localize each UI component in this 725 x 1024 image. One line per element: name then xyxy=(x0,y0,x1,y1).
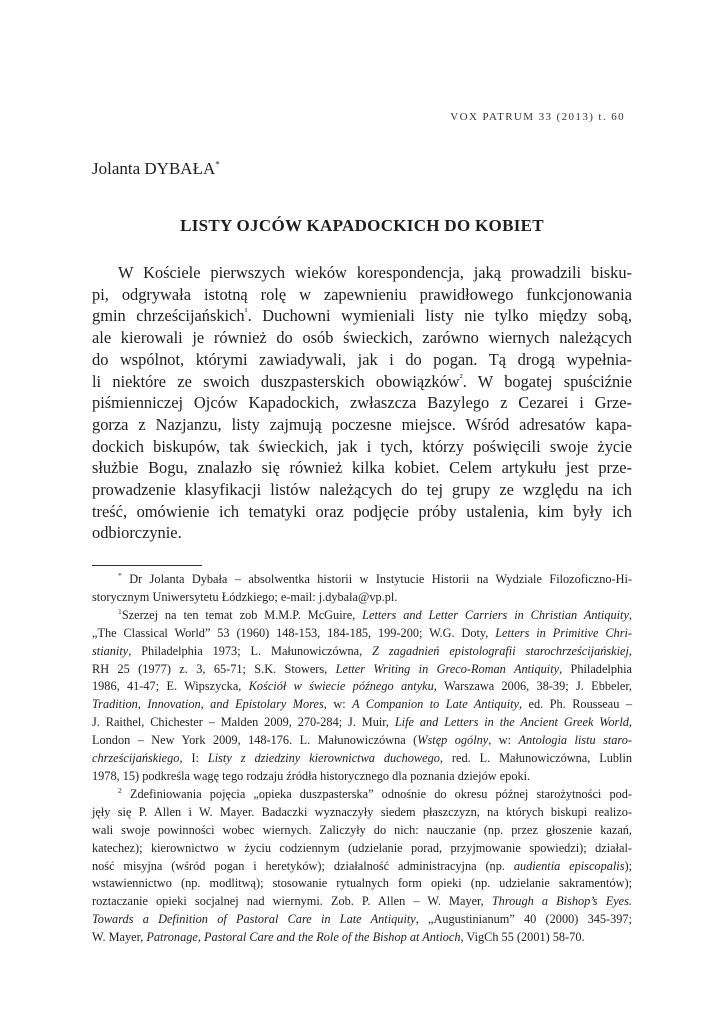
footnote-line xyxy=(92,732,632,750)
body-paragraph xyxy=(92,262,632,544)
footnote-line xyxy=(92,678,632,696)
footnote-line xyxy=(92,750,632,768)
footnote-1 xyxy=(92,607,632,625)
footnote-title: Kościół w świecie późnego antyku xyxy=(248,679,434,694)
footnote-title: Life and Letters in the Ancient Greek World xyxy=(394,715,629,730)
footnote-2 xyxy=(92,786,632,804)
footnote-title: Through a Bishop’s Eyes. xyxy=(491,894,632,909)
footnote-text: , Philadelphia 1973; L. Małunowiczówna, xyxy=(128,643,373,658)
author-footnote-marker[interactable]: * xyxy=(215,159,220,170)
footnote-line xyxy=(92,643,632,661)
footnote-text: W. Mayer, xyxy=(92,930,147,945)
footnote-line xyxy=(92,696,632,714)
footnote-line xyxy=(92,858,632,876)
footnote-text: , Philadelphia xyxy=(559,661,632,676)
footnote-title: Z zagadnień epistolografii starochrześcijańskiej xyxy=(372,643,629,658)
footnote-title: Wstęp ogólny xyxy=(417,733,489,748)
footnote-text: , ed. Ph. Rousseau – xyxy=(518,697,632,712)
footnote-title: Patronage, Pastoral Care and the Role of the Bishop at Antioch xyxy=(146,930,461,945)
body-line: gorza z Nazjanzu, listy zajmują poczesne miejsce. Wśród adresatów kapa- xyxy=(92,414,632,434)
footnote-title: Antologia listu staro- xyxy=(518,733,632,748)
footnote-text: Szerzej na ten temat zob M.M.P. McGuire, xyxy=(121,607,363,622)
footnote-title: Letters in Primitive Chri- xyxy=(495,625,632,640)
footnote-text: , I: xyxy=(179,751,208,766)
body-line: odbiorczynie. xyxy=(92,523,182,543)
footnote-line xyxy=(92,893,632,911)
body-line: do wspólnot, którymi zawiadywali, jak i do pogan. Tą drogą wypełnia- xyxy=(92,349,632,369)
footnote-line xyxy=(92,625,632,643)
footnote-line: storycznym Uniwersytetu Łódzkiego; e-mail: j.dybala@vp.pl. xyxy=(92,589,398,604)
footnote-text: , xyxy=(628,715,632,730)
footnote-text: roztaczanie opieki socjalnej nad wiernymi. Zob. P. Allen – W. Mayer, xyxy=(92,894,492,909)
footnote-line: 1978, 15) podkreśla wagę tego rodzaju źródła historycznego dla poznania dziejów epoki. xyxy=(92,768,531,783)
body-line-text: gmin chrześcijańskich xyxy=(92,306,245,326)
article-title: LISTY OJCÓW KAPADOCKICH DO KOBIET xyxy=(180,216,544,235)
footnote-title: audientia episcopalis xyxy=(513,858,625,873)
body-line: treść, omówienie ich tematyki oraz podjęcie próby ustalenia, kim były ich xyxy=(92,501,632,521)
body-line-text: . W bogatej spuściźnie xyxy=(462,371,632,391)
author-name-text: Jolanta DYBAŁA xyxy=(92,159,216,178)
footnote-text: Zdefiniowania pojęcia „opieka duszpasterska” odnośnie do okresu późnej starożytności pod- xyxy=(129,786,633,801)
body-line xyxy=(92,305,632,327)
footnote-text: , xyxy=(628,643,632,658)
footnote-text: , red. L. Małunowiczówna, Lublin xyxy=(439,751,633,766)
body-line: dockich biskupów, tak świeckich, jak i tych, którzy poświęcili swoje życie xyxy=(92,436,632,456)
footnote-line xyxy=(92,929,632,947)
footnote-line: wstawiennictwo (np. modlitwą); stosowanie rytualnych form opieki (np. udzielanie sakramentów); xyxy=(92,876,632,891)
running-head: VOX PATRUM 33 (2013) t. 60 xyxy=(450,111,625,123)
body-line: służbie Bogu, znalazło się również kilka kobiet. Celem artykułu jest prze- xyxy=(92,458,632,478)
body-line: ale kierowali je również do osób świeckich, zarówno wiernych należących xyxy=(92,328,632,348)
footnote-text: RH 25 (1977) z. 3, 65-71; S.K. Stowers, xyxy=(92,661,336,676)
footnote-text: J. Raithel, Chichester – Malden 2009, 270-284; J. Muir, xyxy=(92,715,395,730)
author-name xyxy=(92,159,220,179)
footnote-text: , w: xyxy=(323,697,353,712)
body-line xyxy=(92,371,632,393)
footnote-marker: 2 xyxy=(118,785,122,795)
footnote-title: stianity xyxy=(92,643,129,658)
footnote-ref-2[interactable]: ² xyxy=(459,372,463,384)
footnote-ref-1[interactable]: ¹ xyxy=(244,306,248,318)
footnote-title: Letter Writing in Greco-Roman Antiquity xyxy=(335,661,560,676)
footnote-text: „The Classical World” 53 (1960) 148-153, 184-185, 199-200; W.G. Doty, xyxy=(92,625,496,640)
body-line-text: li niektóre ze swoich duszpasterskich obowiązków xyxy=(92,371,460,391)
footnote-text: , Warszawa 2006, 38-39; J. Ebbeler, xyxy=(433,679,632,694)
footnote-text: Dr Jolanta Dybała – absolwentka historii w Instytucie Historii na Wydziale Filozoficzno-Hi- xyxy=(129,572,632,586)
footnote-title: Listy z dziedziny kierownictwa duchowego xyxy=(207,751,440,766)
footnote-divider xyxy=(92,565,202,566)
body-line: piśmienniczej Ojców Kapadockich, zwłaszcza Bazylego z Cezarei i Grze- xyxy=(92,393,632,413)
footnote-text: ); xyxy=(624,858,632,873)
footnote-text: 1986, 41-47; E. Wipszycka, xyxy=(92,679,249,694)
footnotes-section xyxy=(92,571,632,947)
footnote-line: jęły się P. Allen i W. Mayer. Badaczki wyznaczyły siedem płaszczyzn, na których biskupi realizo- xyxy=(92,804,632,819)
body-line: pi, odgrywała istotną rolę w zapewnieniu prawidłowego funkcjonowania xyxy=(92,284,632,304)
footnote-title: A Companion to Late Antiquity xyxy=(352,697,519,712)
footnote-text: ność misyjna (wśród pogan i heretyków); działalność administracyjna (np. xyxy=(92,858,514,873)
footnote-line xyxy=(92,911,632,929)
footnote-line: katechez); kierownictwo w życiu codziennym (udzielanie porad, przyjmowanie spowiedzi); działal- xyxy=(92,840,632,855)
footnote-text: , w: xyxy=(488,733,519,748)
body-line-text: . Duchowni wymieniali listy nie tylko między sobą, xyxy=(247,306,632,326)
footnote-title: Towards a Definition of Pastoral Care in Late Antiquity xyxy=(92,912,416,927)
footnote-text: , „Augustinianum” 40 (2000) 345-397; xyxy=(415,912,632,927)
footnote-text: London – New York 2009, 148-176. L. Małunowiczówna ( xyxy=(92,733,418,748)
footnote-line xyxy=(92,714,632,732)
footnote-star xyxy=(92,571,632,589)
footnote-marker: 1 xyxy=(118,606,122,616)
footnote-marker: * xyxy=(118,570,122,580)
footnote-line: wali swoje powinności wobec wiernych. Zaliczyły do nich: nauczanie (np. przez głoszenie kazań, xyxy=(92,822,632,837)
footnote-text: , VigCh 55 (2001) 58-70. xyxy=(460,930,585,945)
body-line: W Kościele pierwszych wieków korespondencja, jaką prowadzili bisku- xyxy=(118,263,632,282)
footnote-title: chrześcijańskiego xyxy=(92,751,180,766)
footnote-line xyxy=(92,661,632,679)
footnote-text: , xyxy=(628,607,632,622)
footnote-title: Letters and Letter Carriers in Christian Antiquity xyxy=(362,607,629,622)
body-line: prowadzenie klasyfikacji listów należących do tej grupy ze względu na ich xyxy=(92,480,632,500)
footnote-title: Tradition, Innovation, and Epistolary Mores xyxy=(92,697,324,712)
